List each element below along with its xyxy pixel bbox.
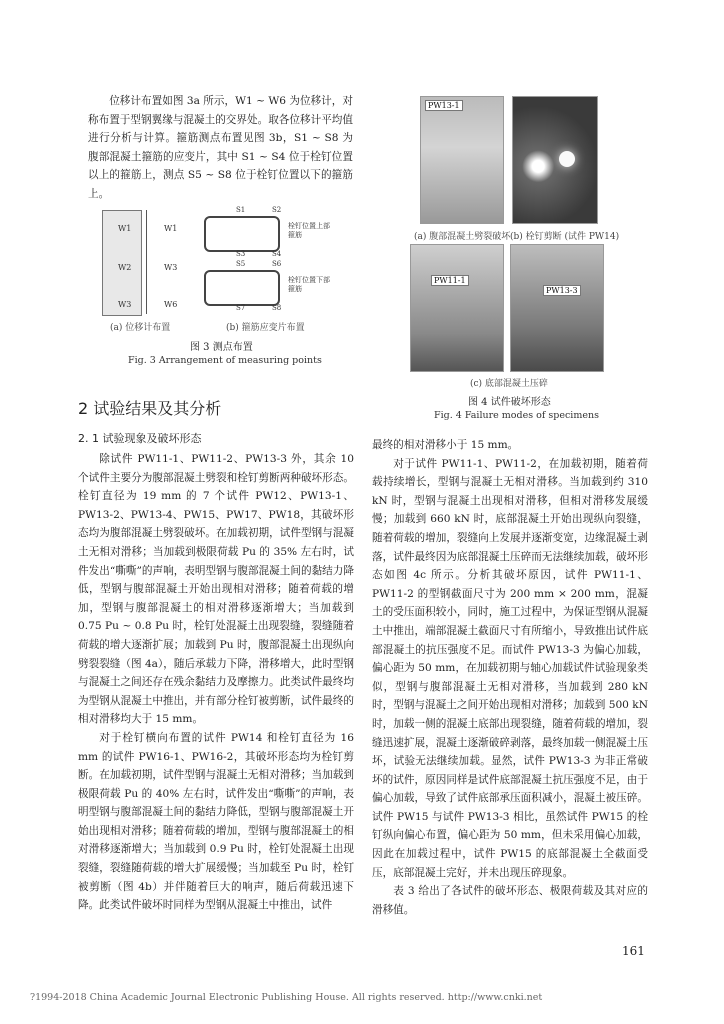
- copyright-footer: ?1994-2018 China Academic Journal Electronic Publishing House. All rights reserved. http://www.cnki.net: [30, 992, 543, 1003]
- photo-pw13-3: [510, 244, 604, 372]
- photo-label: PW13-1: [425, 100, 463, 111]
- intro-paragraph: 位移计布置如图 3a 所示，W1 ~ W6 为位移计，对称布置于型钢翼缘与混凝土的交界处。取各位移计平均值进行分析与计算。箍筋测点布置见图 3b，S1 ~ S8 为腹部混凝土箍筋的应变片，其中 S1 ~ S4 位于栓钉位置以上的箍筋上，测点 S5 ~ S8 位于栓钉位置以下的箍筋上。: [88, 95, 353, 200]
- fig4-subcaption-b: (b) 栓钉剪断 (试件 PW14): [510, 232, 620, 242]
- s-label: S4: [272, 250, 282, 258]
- s-label: S3: [236, 250, 246, 258]
- figure-3: [88, 200, 353, 370]
- fig3-subcaption-b: (b) 箍筋应变片布置: [226, 323, 305, 333]
- w-label: W1: [118, 224, 132, 233]
- right-column-body: [372, 436, 648, 919]
- s-label: S5: [236, 260, 246, 268]
- subsection-heading: 2. 1 试验现象及破坏形态: [78, 432, 202, 445]
- fig3-caption-cn: 图 3 测点布置: [190, 342, 253, 353]
- fig4-subcaption-a: (a) 腹部混凝土劈裂破坏: [414, 232, 511, 242]
- body-paragraph: 对于栓钉横向布置的试件 PW14 和栓钉直径为 16 mm 的试件 PW16-1、PW16-2，其破坏形态均为栓钉剪断。在加载初期，试件型钢与混凝土无相对滑移；当加载到极限荷载 Pu 的 40% 左右时，试件发出“嘶嘶”的声响，表明型钢与腹部混凝土间的黏结力降低，型钢与腹部混凝土开始出现相对滑移；随着荷载的增加，型钢与腹部混凝土的相对滑移逐渐增大；当加载到 0.9 Pu 时，栓钉处混凝土出现裂缝，裂缝随荷载的增大扩展缓慢；当加载至 Pu 时，栓钉被剪断（图 4b）并伴随着巨大的响声，随后荷载迅速下降。此类试件破坏时同样为型钢从混凝土中推出，试件: [78, 731, 354, 912]
- page-number: 161: [622, 944, 645, 958]
- fig4-caption-en: Fig. 4 Failure modes of specimens: [434, 410, 599, 421]
- s-label: S2: [272, 206, 282, 214]
- body-paragraph: 对于试件 PW11-1、PW11-2，在加载初期，随着荷载持续增长，型钢与混凝土无相对滑移。当加载到约 310 kN 时，型钢与混凝土出现相对滑移，但相对滑移发展缓慢；加载到 660 kN 时，底部混凝土开始出现纵向裂缝，随着荷载的增加，裂缝向上发展并逐渐变宽，边缘混凝土剥落，试件最终因为底部混凝土压碎而无法继续加载，破坏形态如图 4c 所示。分析其破坏原因，试件 PW11-1、PW11-2 的型钢截面尺寸为 200 mm × 200 mm，混凝土的受压面积较小，同时，施工过程中，为保证型钢从混凝土中推出，端部混凝土截面尺寸有所缩小，导致推出试件底部混凝土的抗压强度不足。而试件 PW13-3 为偏心加载，偏心距为 50 mm，在加载初期与轴心加载试件试验现象类似，型钢与腹部混凝土无相对滑移，当加载到 280 kN 时，型钢与混凝土之间开始出现相对滑移；加载到 500 kN 时，加载一侧的混凝土底部出现裂缝，随着荷载的增加，裂缝迅速扩展，混凝土逐渐破碎剥落，最终加载一侧混凝土压坏，试验无法继续加载。显然，试件 PW13-3 为非正常破坏的试件，原因同样是试件底部混凝土抗压强度不足，由于偏心加载，导致了试件底部承压面积减小，混凝土被压碎。试件 PW15 与试件 PW13-3 相比，虽然试件 PW15 的栓钉纵向偏心布置，偏心距为 50 mm，但未采用偏心加载，因此在加载过程中，试件 PW15 的底部混凝土全截面受压，底部混凝土完好，并未出现压碎现象。: [372, 457, 648, 879]
- stirrup-upper-diagram: [204, 216, 280, 252]
- s-label: S8: [272, 304, 282, 312]
- w-label: W6: [164, 300, 178, 309]
- s-label: S6: [272, 260, 282, 268]
- photo-splitting-failure: [420, 96, 504, 224]
- body-paragraph: 除试件 PW11-1、PW11-2、PW13-3 外，其余 10 个试件主要分为腹部混凝土劈裂和栓钉剪断两种破坏形态。栓钉直径为 19 mm 的 7 个试件 PW12、PW13-1、PW13-2、PW13-4、PW15、PW17、PW18，其破坏形态均为腹部混凝土劈裂破坏。在加载初期，试件型钢与混凝土无相对滑移；当加载到极限荷载 Pu 的 35% 左右时，试件发出“嘶嘶”的声响，表明型钢与腹部混凝土间的黏结力降低，型钢与腹部混凝土开始出现相对滑移；随着荷载的增加，型钢与腹部混凝土的相对滑移逐渐增大；当加载到 0.75 Pu ~ 0.8 Pu 时，栓钉处混凝土出现裂缝，裂缝随着荷载的增大逐渐扩展；加载到 Pu 时，腹部混凝土出现纵向劈裂裂缝（图 4a），随后承载力下降，滑移增大，此时型钢与混凝土之间还存在残余黏结力及摩擦力。此类试件最终均为型钢从混凝土中推出，并有部分栓钉被剪断，试件最终的相对滑移均大于 15 mm。: [78, 453, 354, 726]
- photo-label: PW13-3: [543, 285, 581, 296]
- ring-note-lower: 栓钉位置下部箍筋: [288, 276, 330, 293]
- fig3-subcaption-a: (a) 位移计布置: [110, 323, 171, 333]
- photo-pw11-1: [410, 244, 504, 372]
- fig3-caption-en: Fig. 3 Arrangement of measuring points: [128, 355, 322, 366]
- stirrup-lower-diagram: [204, 270, 280, 306]
- w-label: W3: [118, 300, 132, 309]
- body-paragraph: 最终的相对滑移小于 15 mm。: [372, 439, 519, 451]
- left-column-body: [78, 450, 354, 915]
- photo-label: PW11-1: [431, 275, 469, 286]
- ring-note-upper: 栓钉位置上部箍筋: [288, 222, 330, 239]
- w-label: W3: [164, 263, 178, 272]
- w-label: W2: [118, 263, 132, 272]
- body-paragraph: 表 3 给出了各试件的破坏形态、极限荷载及其对应的滑移值。: [372, 885, 648, 916]
- w-label: W1: [164, 224, 178, 233]
- s-label: S7: [236, 304, 246, 312]
- fig4-subcaption-c: (c) 底部混凝土压碎: [470, 379, 548, 389]
- s-label: S1: [236, 206, 246, 214]
- section-heading: 2 试验结果及其分析: [78, 399, 222, 418]
- fig4-caption-cn: 图 4 试件破坏形态: [468, 397, 551, 408]
- photo-stud-shear: [512, 96, 598, 224]
